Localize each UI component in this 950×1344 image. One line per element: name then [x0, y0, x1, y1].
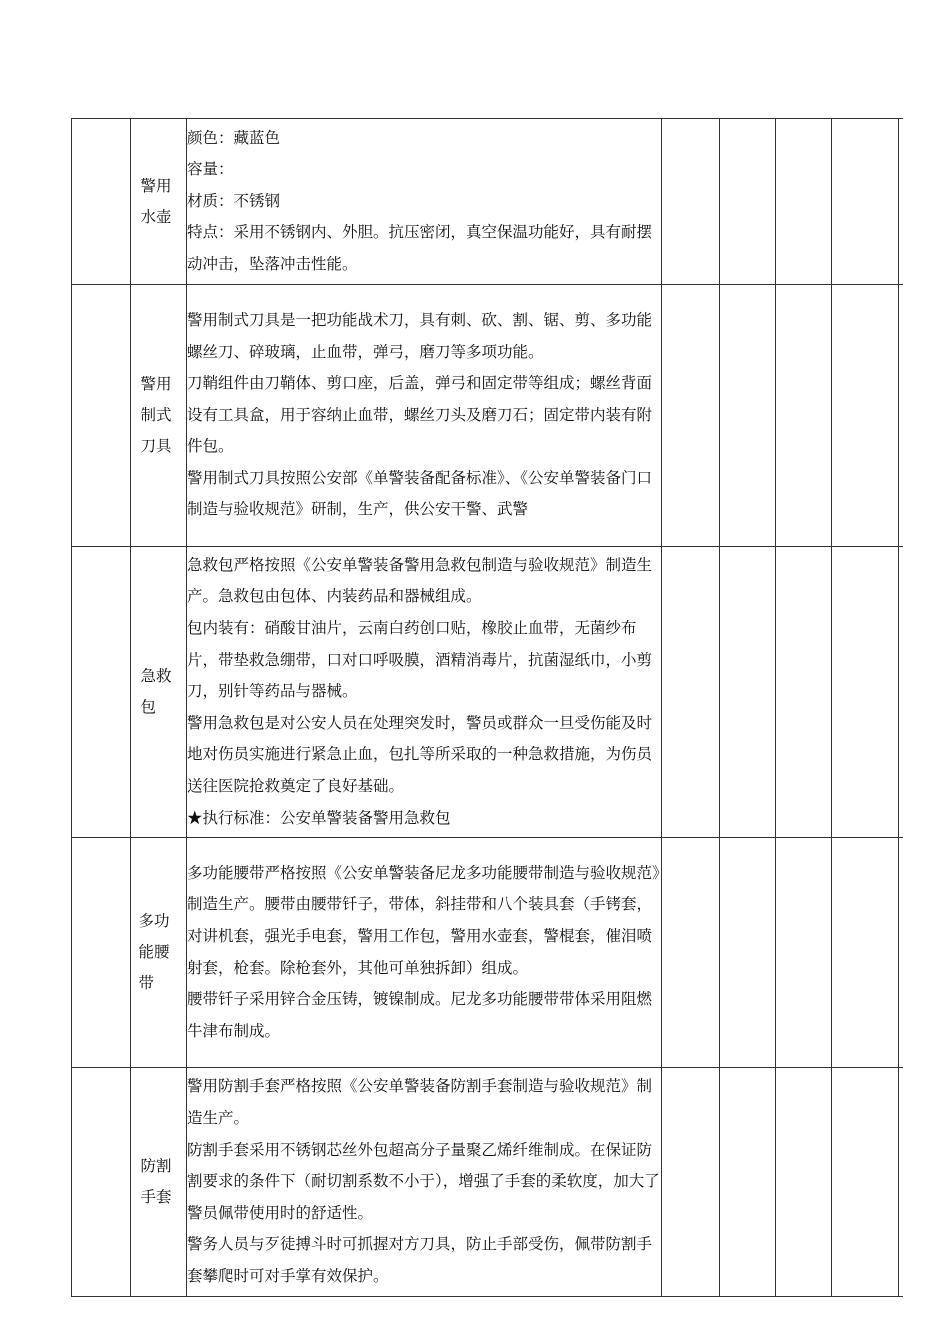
index-cell [72, 547, 131, 838]
table-row [72, 547, 903, 838]
description-paragraph: 警用制式刀具按照公安部《单警装备配备标准》、《公安单警装备门口制造与验收规范》研制，生产，供公安干警、武警 [187, 468, 653, 519]
blank-cell [832, 119, 899, 285]
blank-cell [662, 285, 720, 547]
blank-cell [899, 119, 903, 285]
index-cell [72, 285, 131, 547]
description-paragraph: 警用防割手套严格按照《公安单警装备防割手套制造与验收规范》制造生产。 [187, 1077, 653, 1128]
blank-cell [662, 119, 720, 285]
table-row [72, 119, 903, 285]
blank-cell [899, 1068, 903, 1297]
blank-cell [662, 838, 720, 1068]
blank-cell [662, 1068, 720, 1297]
blank-cell [720, 1068, 776, 1297]
blank-cell [899, 838, 903, 1068]
table-row [72, 838, 903, 1068]
blank-cell [776, 119, 832, 285]
description-paragraph: 警用急救包是对公安人员在处理突发时，警员或群众一旦受伤能及时地对伤员实施进行紧急止血，包扎等所采取的一种急救措施，为伤员送往医院抢救奠定了良好基础。 [187, 713, 653, 795]
item-description-cell [187, 547, 662, 838]
blank-cell [832, 1068, 899, 1297]
blank-cell [720, 119, 776, 285]
description-paragraph: 警务人员与歹徒搏斗时可抓握对方刀具，防止手部受伤，佩带防割手套攀爬时可对手掌有效保护。 [187, 1235, 653, 1285]
item-description-cell [187, 1068, 662, 1297]
index-cell [72, 119, 131, 285]
item-name: 急救包 [140, 667, 172, 716]
item-name: 警用制式刀具 [140, 375, 172, 455]
blank-cell [776, 838, 832, 1068]
blank-cell [720, 547, 776, 838]
description-paragraph: 警用制式刀具是一把功能战术刀，具有刺、砍、割、锯、剪、多功能螺丝刀、碎玻璃，止血带，弹弓，磨刀等多项功能。 [187, 310, 653, 361]
blank-cell [662, 547, 720, 838]
item-name-cell [131, 838, 187, 1068]
item-description-cell [187, 119, 662, 285]
table-row [72, 285, 903, 547]
blank-cell [899, 547, 903, 838]
table-row [72, 1068, 903, 1297]
description-paragraph: ★执行标准：公安单警装备警用急救包 [187, 808, 451, 827]
item-name: 警用水壶 [140, 176, 172, 226]
blank-cell [776, 285, 832, 547]
description-paragraph: 特点：采用不锈钢内、外胆。抗压密闭，真空保温功能好，具有耐摆动冲击，坠落冲击性能。 [187, 223, 653, 273]
item-name: 防割手套 [140, 1157, 172, 1206]
index-cell [72, 838, 131, 1068]
blank-cell [776, 1068, 832, 1297]
blank-cell [899, 285, 903, 547]
item-name-cell [131, 119, 187, 285]
blank-cell [720, 285, 776, 547]
blank-cell [832, 547, 899, 838]
description-paragraph: 包内装有：硝酸甘油片，云南白药创口贴，橡胶止血带，无菌纱布片，带垫救急绷带，口对口呼吸膜，酒精消毒片，抗菌湿纸巾，小剪刀，别针等药品与器械。 [187, 619, 653, 701]
blank-cell [832, 838, 899, 1068]
description-paragraph: 刀鞘组件由刀鞘体、剪口座，后盖，弹弓和固定带等组成；螺丝背面设有工具盒，用于容纳止血带，螺丝刀头及磨刀石；固定带内装有附件包。 [187, 374, 653, 456]
description-paragraph: 容量： [187, 160, 234, 179]
description-paragraph: 腰带钎子采用锌合金压铸，镀镍制成。尼龙多功能腰带带体采用阻燃牛津布制成。 [187, 990, 653, 1040]
item-name-cell [131, 285, 187, 547]
description-paragraph: 材质：不锈钢 [187, 191, 281, 210]
blank-cell [832, 285, 899, 547]
index-cell [72, 1068, 131, 1297]
equipment-spec-table [71, 118, 903, 1297]
description-paragraph: 防割手套采用不锈钢芯丝外包超高分子量聚乙烯纤维制成。在保证防割要求的条件下（耐切割系数不小于），增强了手套的柔软度，加大了警员佩带使用时的舒适性。 [187, 1140, 660, 1222]
description-paragraph: 颜色：藏蓝色 [187, 128, 281, 147]
blank-cell [720, 838, 776, 1068]
item-name: 多功能腰带 [138, 912, 170, 992]
item-name-cell [131, 1068, 187, 1297]
item-description-cell [187, 285, 662, 547]
item-name-cell [131, 547, 187, 838]
blank-cell [776, 547, 832, 838]
description-paragraph: 急救包严格按照《公安单警装备警用急救包制造与验收规范》制造生产。急救包由包体、内装药品和器械组成。 [187, 555, 653, 606]
item-description-cell [187, 838, 662, 1068]
description-paragraph: 多功能腰带严格按照《公安单警装备尼龙多功能腰带制造与验收规范》制造生产。腰带由腰带钎子，带体，斜挂带和八个装具套（手铐套，对讲机套，强光手电套，警用工作包，警用水壶套，警棍套，催泪喷射套，枪套。除枪套外，其他可单独拆卸）组成。 [187, 863, 660, 977]
